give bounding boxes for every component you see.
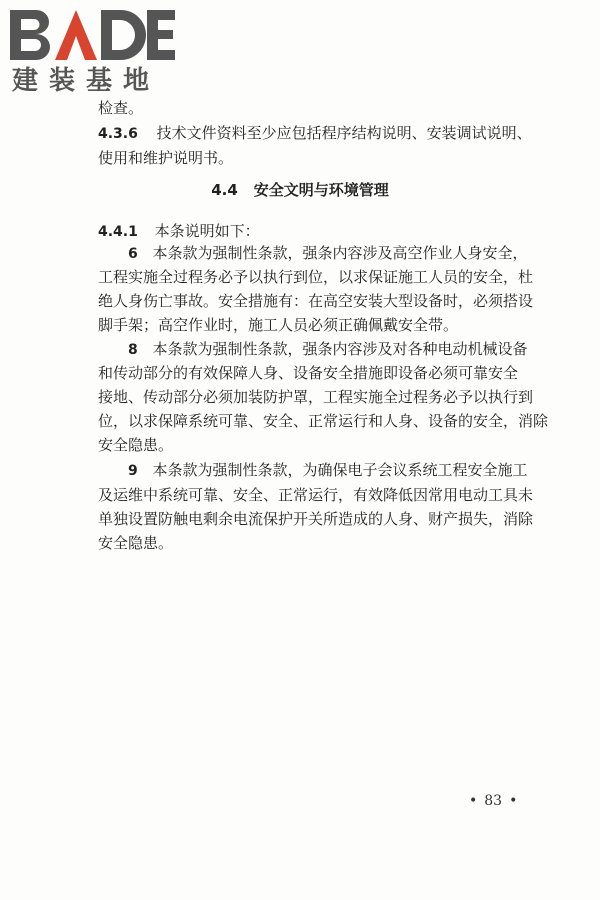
item-9-first-line xyxy=(128,460,528,481)
clause-text: 本条说明如下： xyxy=(154,222,260,240)
text-line: 绝人身伤亡事故。安全措施有：在高空安装大型设备时，必须搭设 xyxy=(98,292,534,310)
logo-caption: 建装基地 xyxy=(12,66,161,96)
clause-4-3-6 xyxy=(98,123,532,144)
clause-number: 4.4.1 xyxy=(98,224,138,240)
bade-logo xyxy=(4,4,179,96)
item-number: 6 xyxy=(128,246,138,262)
text-line: 及运维中系统可靠、安全、正常运行，有效降低因常用电动工具未 xyxy=(98,486,534,504)
page-number-dot-left: • xyxy=(469,793,478,809)
item-text: 本条款为强制性条款，为确保电子会议系统工程安全施工 xyxy=(152,461,528,479)
text-line: 使用和维护说明书。 xyxy=(98,149,234,167)
page-number-dot-right: • xyxy=(509,793,518,809)
text-line: 安全隐患。 xyxy=(98,436,174,454)
clause-text: 技术文件资料至少应包括程序结构说明、安装调试说明、 xyxy=(156,124,532,142)
text-line: 接地、传动部分必须加装防护罩，工程实施全过程务必予以执行到 xyxy=(98,388,534,406)
page-number xyxy=(462,792,524,810)
text-line: 工程实施全过程务必予以执行到位，以求保证施工人员的安全，杜 xyxy=(98,268,534,286)
item-text: 本条款为强制性条款，强条内容涉及高空作业人身安全， xyxy=(152,244,528,262)
text-line: 单独设置防触电剩余电流保护开关所造成的人身、财产损失，消除 xyxy=(98,510,534,528)
text-line: 和传动部分的有效保障人身、设备安全措施即设备必须可靠安全 xyxy=(98,364,519,382)
clause-4-4-1 xyxy=(98,221,260,242)
item-8-first-line xyxy=(128,339,528,360)
page-number-value: 83 xyxy=(484,793,503,809)
text-line: 脚手架；高空作业时，施工人员必须正确佩戴安全带。 xyxy=(98,316,459,334)
item-number: 8 xyxy=(128,342,138,358)
text-line: 位，以求保障系统可靠、安全、正常运行和人身、设备的安全，消除 xyxy=(98,412,549,430)
item-text: 本条款为强制性条款，强条内容涉及对各种电动机械设备 xyxy=(152,340,528,358)
text-line: 安全隐患。 xyxy=(98,534,174,552)
bade-wordmark-logo xyxy=(4,4,179,64)
section-heading xyxy=(0,180,600,200)
item-number: 9 xyxy=(128,463,138,479)
text-line: 检查。 xyxy=(98,99,144,117)
clause-number: 4.3.6 xyxy=(98,126,138,142)
item-6-first-line xyxy=(128,243,528,264)
section-number: 4.4 xyxy=(211,181,238,199)
section-title: 安全文明与环境管理 xyxy=(253,181,389,199)
